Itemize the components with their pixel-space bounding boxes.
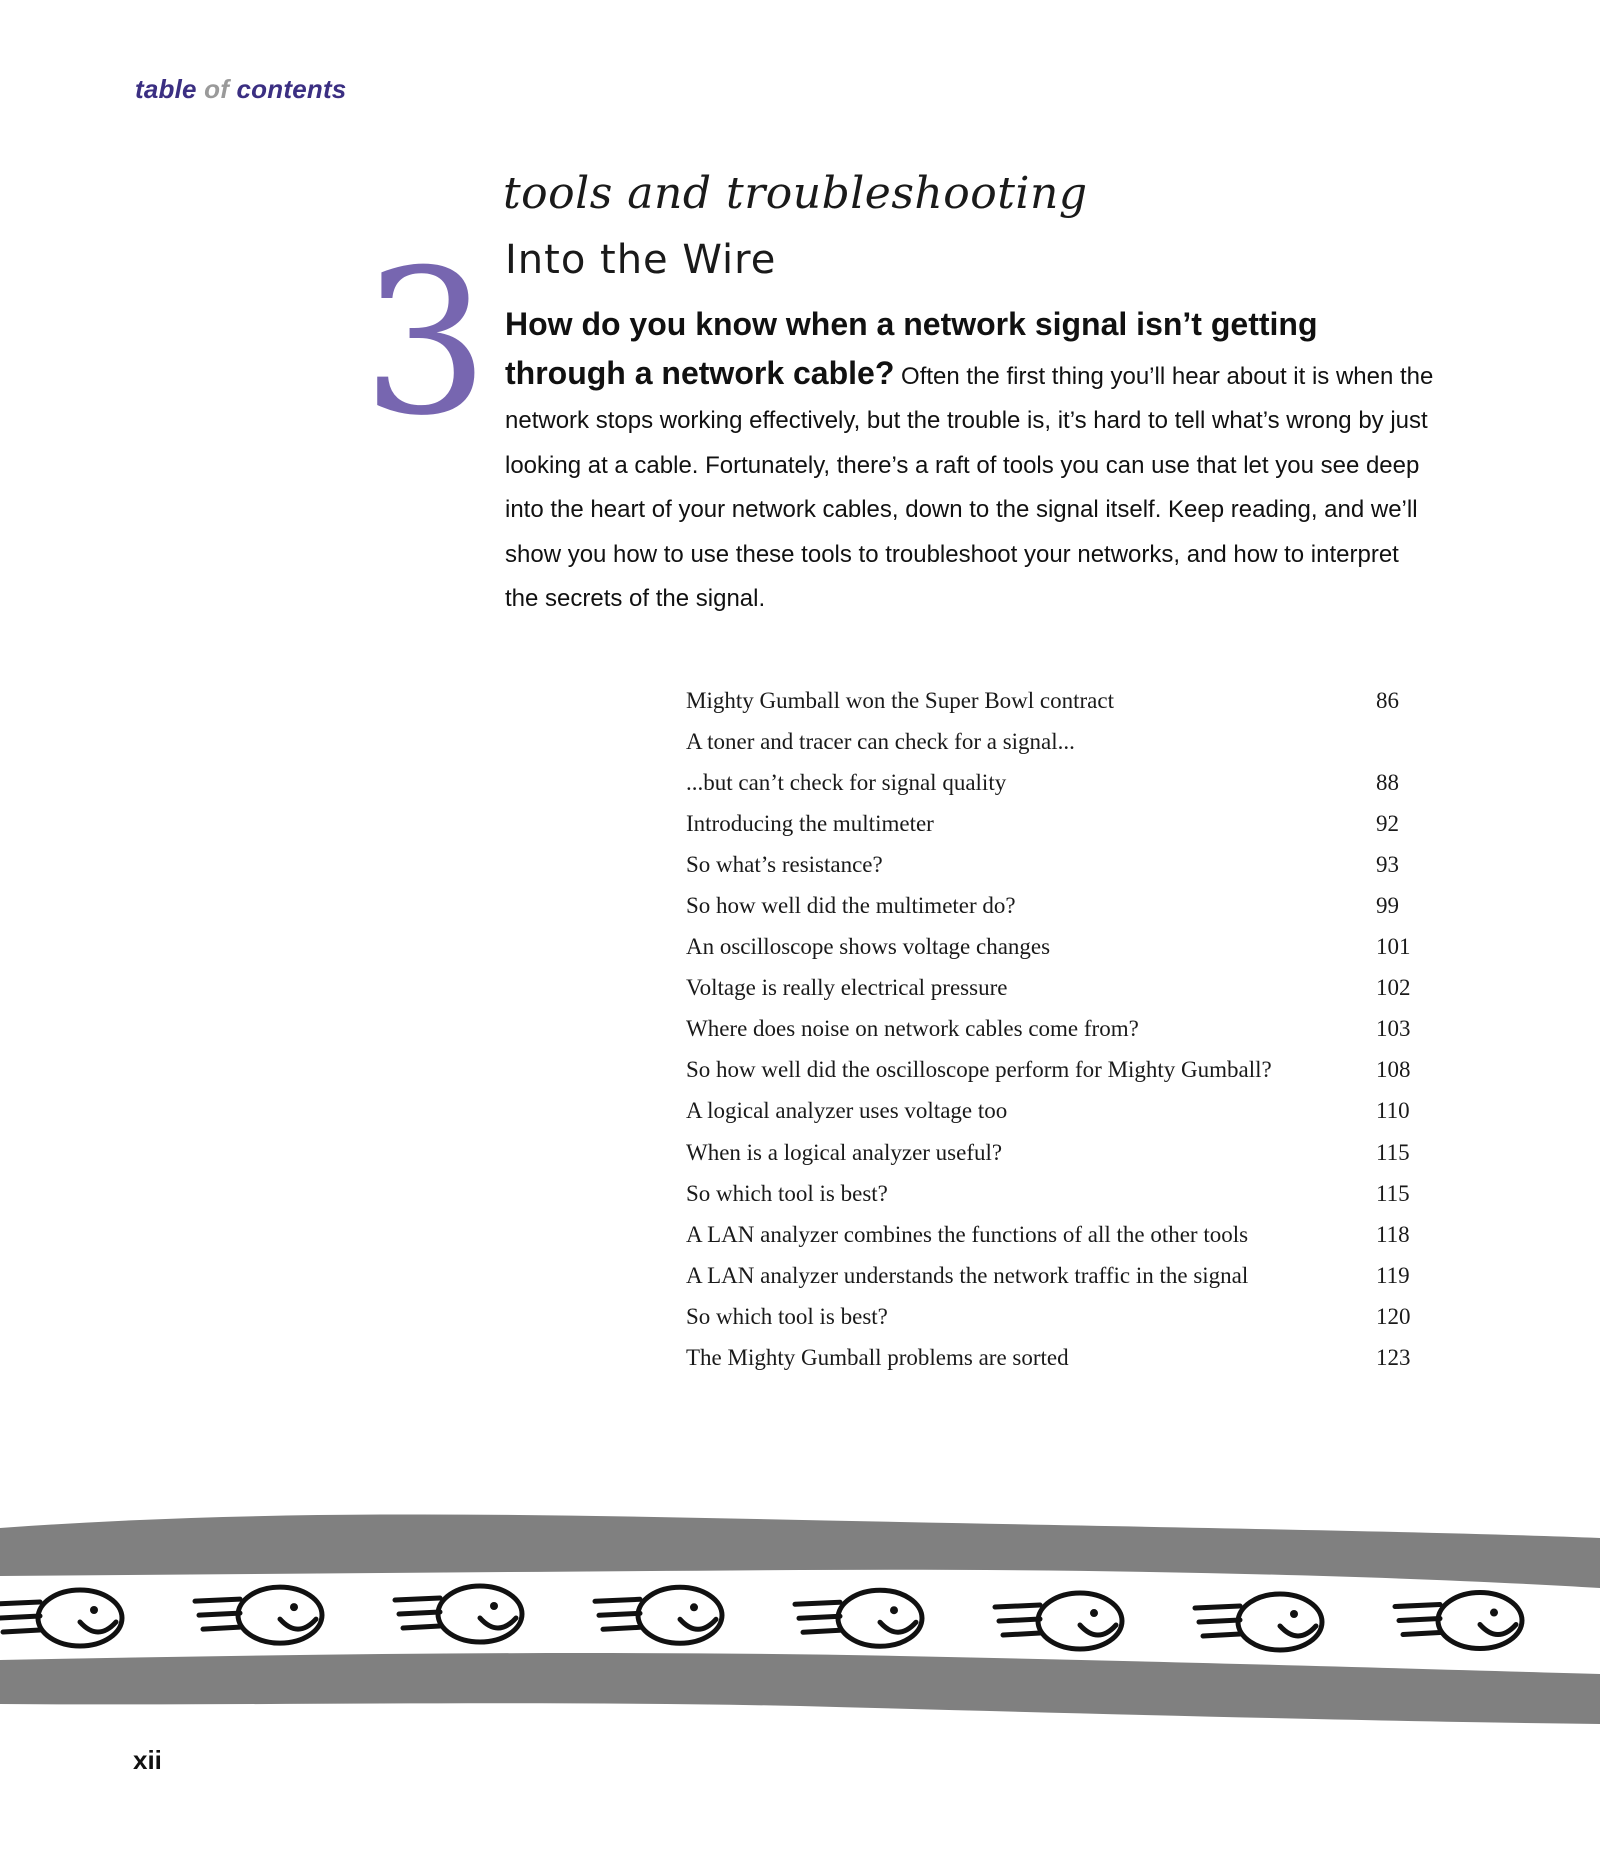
banner-bottom-band (0, 1653, 1600, 1724)
toc-list (686, 680, 1426, 1379)
toc-entry[interactable] (686, 1255, 1426, 1296)
banner-top-band (0, 1514, 1600, 1588)
toc-entry-title: ...but can’t check for signal quality (686, 769, 1007, 795)
chapter-kicker: tools and troubleshooting (503, 168, 1088, 219)
toc-entry-page: 120 (1376, 1303, 1411, 1329)
toc-entry-title: So how well did the multimeter do? (686, 893, 1016, 919)
toc-entry[interactable] (686, 1214, 1426, 1255)
toc-entry-title: So what’s resistance? (686, 851, 883, 877)
toc-entry-page: 110 (1376, 1098, 1410, 1124)
toc-entry-title: So which tool is best? (686, 1180, 888, 1206)
smiley-signal-icon (395, 1586, 522, 1642)
toc-entry[interactable] (686, 1091, 1426, 1132)
toc-entry-page: 92 (1376, 810, 1399, 836)
toc-entry-page: 101 (1376, 934, 1411, 960)
toc-entry[interactable] (686, 1296, 1426, 1337)
toc-entry-page: 86 (1376, 687, 1399, 713)
toc-entry[interactable] (686, 1132, 1426, 1173)
toc-entry-title: The Mighty Gumball problems are sorted (686, 1345, 1069, 1371)
toc-entry-title: So how well did the oscilloscope perform for Mighty Gumball? (686, 1057, 1272, 1083)
toc-entry-title: Voltage is really electrical pressure (686, 975, 1008, 1001)
toc-entry[interactable] (686, 762, 1426, 803)
toc-entry[interactable] (686, 1338, 1426, 1379)
chapter-intro (505, 302, 1435, 622)
toc-entry[interactable] (686, 885, 1426, 926)
toc-entry-title: Where does noise on network cables come from? (686, 1016, 1139, 1042)
toc-entry[interactable] (686, 1009, 1426, 1050)
toc-entry-title: Introducing the multimeter (686, 810, 934, 836)
toc-entry-title: An oscilloscope shows voltage changes (686, 934, 1051, 960)
signal-banner (0, 1510, 1600, 1750)
toc-entry-page: 88 (1376, 769, 1399, 795)
toc-entry-page: 102 (1376, 975, 1411, 1001)
intro-body: Often the first thing you’ll hear about it is when the network stops working effectively, but the trouble is, it’s hard to tell what’s wrong by just looking at a cable. Fortunately, there’s a raft of tools you can use that let you see deep into the heart of your network cables, down to the signal itself. Keep reading, and we’ll show you how to use these tools to troubleshoot your networks, and how to interpret the secrets of the signal. (505, 362, 1434, 612)
toc-entry[interactable] (686, 721, 1426, 762)
toc-entry-title: So which tool is best? (686, 1303, 888, 1329)
running-head (135, 74, 346, 105)
smiley-signal-icon (1195, 1594, 1322, 1650)
smiley-signal-icon (195, 1587, 322, 1643)
running-head-of: of (204, 74, 230, 104)
smiley-signal-icon (1395, 1593, 1522, 1649)
toc-entry-page: 115 (1376, 1180, 1410, 1206)
chapter-number: 3 (362, 227, 490, 460)
toc-entry[interactable] (686, 844, 1426, 885)
intro-lead: How do you know when a network signal isn’t getting through a network cable? (505, 306, 1318, 391)
toc-entry-title: A logical analyzer uses voltage too (686, 1098, 1008, 1124)
page-number: xii (133, 1745, 162, 1775)
toc-entry-page: 118 (1376, 1221, 1410, 1247)
toc-entry-page: 108 (1376, 1057, 1411, 1083)
toc-entry[interactable] (686, 927, 1426, 968)
toc-entry[interactable] (686, 803, 1426, 844)
running-head-contents: contents (236, 74, 347, 104)
chapter-title: Into the Wire (505, 237, 777, 283)
toc-entry-page: 99 (1376, 893, 1399, 919)
toc-entry-title: A toner and tracer can check for a signal... (686, 728, 1075, 754)
toc-entry-page: 93 (1376, 851, 1399, 877)
toc-entry-title: Mighty Gumball won the Super Bowl contract (686, 687, 1114, 713)
toc-entry[interactable] (686, 680, 1426, 721)
toc-entry-title: When is a logical analyzer useful? (686, 1139, 1003, 1165)
banner-icons (0, 1586, 1522, 1650)
toc-entry-page: 123 (1376, 1345, 1411, 1371)
toc-entry-title: A LAN analyzer understands the network traffic in the signal (686, 1262, 1249, 1288)
toc-entry-title: A LAN analyzer combines the functions of all the other tools (686, 1221, 1249, 1247)
toc-entry-page: 115 (1376, 1139, 1410, 1165)
toc-entry[interactable] (686, 968, 1426, 1009)
smiley-signal-icon (795, 1590, 922, 1646)
smiley-signal-icon (995, 1593, 1122, 1649)
smiley-signal-icon (0, 1590, 122, 1646)
toc-entry[interactable] (686, 1050, 1426, 1091)
running-head-table: table (135, 74, 197, 104)
toc-entry[interactable] (686, 1173, 1426, 1214)
toc-entry-page: 103 (1376, 1016, 1411, 1042)
smiley-signal-icon (595, 1587, 722, 1643)
toc-entry-page: 119 (1376, 1262, 1410, 1288)
